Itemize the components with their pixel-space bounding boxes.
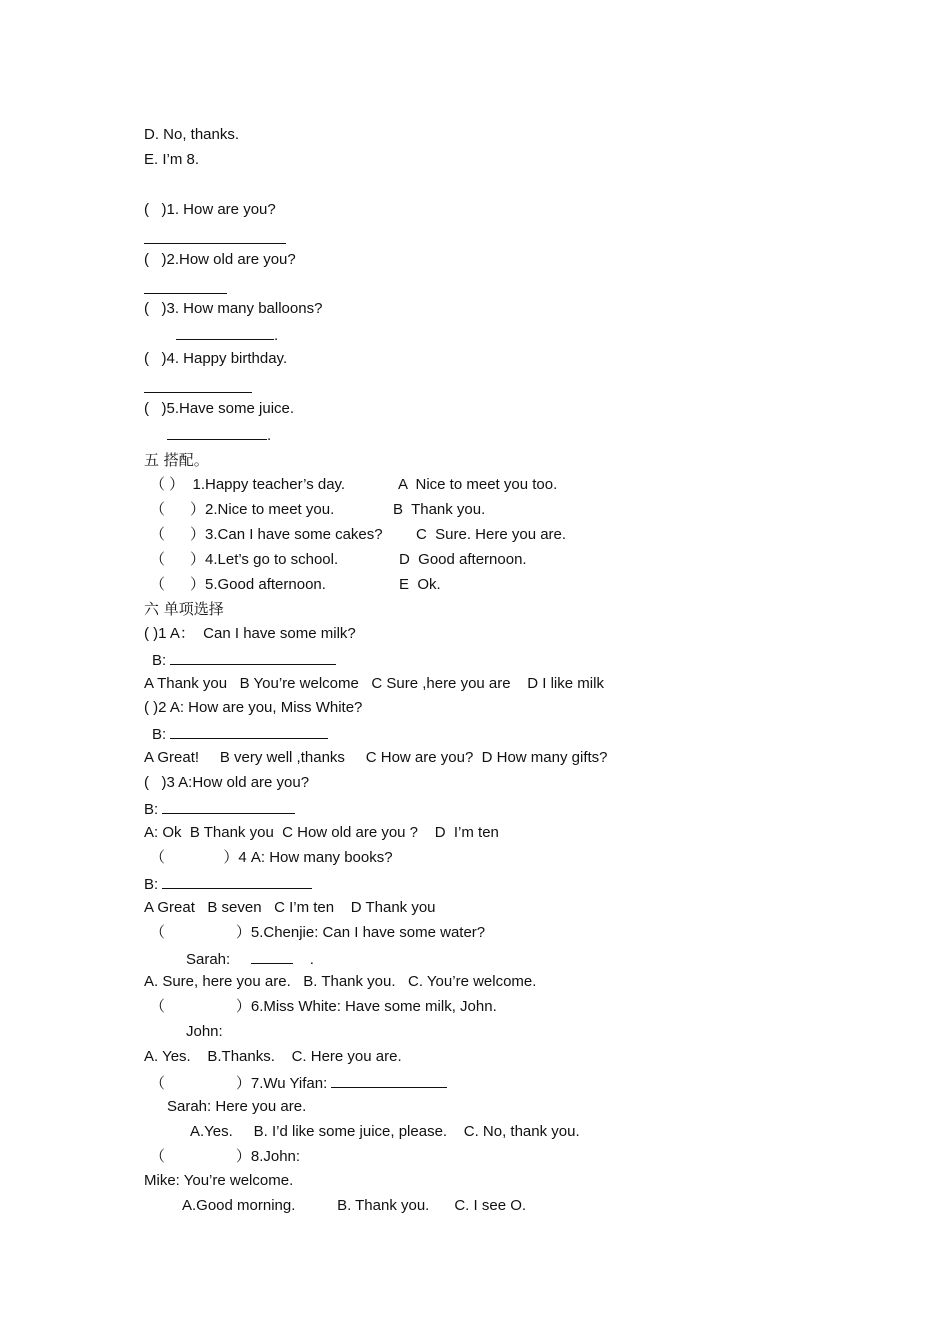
s4-answer-blank-1[interactable] <box>144 229 286 244</box>
s5-right-e: E Ok. <box>399 576 441 593</box>
s5-left-4: （ ）4.Let’s go to school. <box>150 551 339 568</box>
s6-answer-blank-2[interactable] <box>170 724 328 739</box>
s6-mike-line-8: Mike: You’re welcome. <box>144 1172 294 1189</box>
section6-title: 六 单项选择 <box>144 600 224 618</box>
s6-options-3: A: Ok B Thank you C How old are you ? D I’m ten <box>144 824 499 841</box>
s5-right-a: A Nice to meet you too. <box>398 476 558 493</box>
s6-question-1: ( )1 A： Can I have some milk? <box>144 625 356 642</box>
s6-period-5: . <box>309 951 314 968</box>
s6-question-7: （ ）7.Wu Yifan: <box>150 1075 328 1092</box>
s4-period-3: . <box>274 327 279 344</box>
s6-question-4: （ ）4 A: How many books? <box>150 849 393 866</box>
s4-answer-blank-3[interactable] <box>176 325 274 340</box>
s6-b-label-3: B: <box>144 801 159 818</box>
s6-answer-blank-3[interactable] <box>162 799 295 814</box>
option-e: E. I’m 8. <box>144 151 200 168</box>
s6-b-label-4: B: <box>144 876 159 893</box>
s5-left-1: （ ） 1.Happy teacher’s day. <box>150 476 346 493</box>
s6-b-label-1: B: <box>152 652 167 669</box>
s4-question-4: ( )4. Happy birthday. <box>144 350 288 367</box>
s6-options-5: A. Sure, here you are. B. Thank you. C. You’re welcome. <box>144 973 537 990</box>
s4-answer-blank-2[interactable] <box>144 279 227 294</box>
s5-right-d: D Good afternoon. <box>399 551 527 568</box>
s6-question-6: （ ）6.Miss White: Have some milk, John. <box>150 998 497 1015</box>
s5-left-2: （ ）2.Nice to meet you. <box>150 501 335 518</box>
s4-question-2: ( )2.How old are you? <box>144 251 296 268</box>
s6-answer-blank-1[interactable] <box>170 650 336 665</box>
s4-period-5: . <box>267 427 272 444</box>
s6-b-label-2: B: <box>152 726 167 743</box>
s6-options-6: A. Yes. B.Thanks. C. Here you are. <box>144 1048 402 1065</box>
s6-options-1: A Thank you B You’re welcome C Sure ,here you are D I like milk <box>144 675 604 692</box>
s6-sarah-label-5: Sarah: <box>186 951 231 968</box>
s6-answer-blank-4[interactable] <box>162 874 312 889</box>
s4-question-3: ( )3. How many balloons? <box>144 300 323 317</box>
s5-left-5: （ ）5.Good afternoon. <box>150 576 326 593</box>
s6-options-2: A Great! B very well ,thanks C How are you? D How many gifts? <box>144 749 608 766</box>
s5-right-b: B Thank you. <box>393 501 486 518</box>
s6-answer-blank-7[interactable] <box>331 1073 447 1088</box>
option-d: D. No, thanks. <box>144 126 240 143</box>
s6-answer-blank-5[interactable] <box>251 949 293 964</box>
s6-question-5: （ ）5.Chenjie: Can I have some water? <box>150 924 486 941</box>
s6-question-3: ( )3 A:How old are you? <box>144 774 310 791</box>
s5-left-3: （ ）3.Can I have some cakes? <box>150 526 383 543</box>
s6-john-label-6: John: <box>186 1023 223 1040</box>
s4-answer-blank-5[interactable] <box>167 425 267 440</box>
s6-options-7: A.Yes. B. I’d like some juice, please. C. No, thank you. <box>190 1123 580 1140</box>
s6-options-4: A Great B seven C I’m ten D Thank you <box>144 899 436 916</box>
s5-right-c: C Sure. Here you are. <box>416 526 567 543</box>
s6-question-2: ( )2 A: How are you, Miss White? <box>144 699 363 716</box>
s4-question-5: ( )5.Have some juice. <box>144 400 295 417</box>
s6-question-8: （ ）8.John: <box>150 1148 301 1165</box>
section5-title: 五 搭配。 <box>144 451 209 469</box>
s6-sarah-line-7: Sarah: Here you are. <box>167 1098 307 1115</box>
s4-question-1: ( )1. How are you? <box>144 201 276 218</box>
s4-answer-blank-4[interactable] <box>144 378 252 393</box>
s6-options-8: A.Good morning. B. Thank you. C. I see O. <box>182 1197 527 1214</box>
